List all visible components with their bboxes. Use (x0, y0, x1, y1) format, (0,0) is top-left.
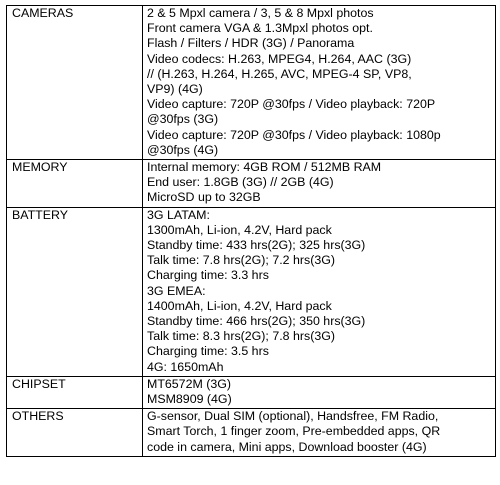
value-line: Video capture: 720P @30fps / Video playback: 720P (147, 97, 436, 112)
row-label-memory: MEMORY (7, 160, 143, 208)
value-line: G-sensor, Dual SIM (optional), Handsfree, FM Radio, (147, 409, 439, 424)
value-line: Standby time: 433 hrs(2G); 325 hrs(3G) (147, 238, 366, 253)
value-line: // (H.263, H.264, H.265, AVC, MPEG-4 SP, VP8, (147, 66, 412, 81)
table-row-chipset (7, 376, 496, 408)
value-line: 1300mAh, Li-ion, 4.2V, Hard pack (147, 222, 332, 237)
value-line: 3G EMEA: (147, 283, 206, 298)
row-value-chipset (143, 376, 496, 408)
value-line: Video codecs: H.263, MPEG4, H.264, AAC (3G) (147, 51, 412, 66)
value-line: Talk time: 8.3 hrs(2G); 7.8 hrs(3G) (147, 329, 335, 344)
value-line: @30fps (4G) (147, 142, 219, 157)
value-line: Smart Torch, 1 finger zoom, Pre-embedded apps, QR (147, 424, 441, 439)
spec-table (6, 5, 496, 457)
table-row-memory (7, 160, 496, 208)
value-line: End user: 1.8GB (3G) // 2GB (4G) (147, 175, 334, 190)
row-value-battery (143, 207, 496, 376)
value-line: VP9) (4G) (147, 82, 203, 97)
table-row-cameras (7, 6, 496, 160)
table-row-battery (7, 207, 496, 376)
value-line: MT6572M (3G) (147, 376, 231, 391)
value-line: 3G LATAM: (147, 207, 210, 222)
value-line: 2 & 5 Mpxl camera / 3, 5 & 8 Mpxl photos (147, 6, 374, 20)
row-label-cameras: CAMERAS (7, 6, 143, 160)
value-line: 1400mAh, Li-ion, 4.2V, Hard pack (147, 298, 332, 313)
value-line: code in camera, Mini apps, Download booster (4G) (147, 439, 427, 454)
value-line: MicroSD up to 32GB (147, 190, 261, 205)
value-line: Flash / Filters / HDR (3G) / Panorama (147, 36, 355, 51)
row-label-others: OTHERS (7, 409, 143, 457)
value-line: Charging time: 3.5 hrs (147, 344, 269, 359)
row-value-cameras (143, 6, 496, 160)
value-line: Video capture: 720P @30fps / Video playback: 1080p (147, 127, 441, 142)
row-label-battery: BATTERY (7, 207, 143, 376)
value-line: Front camera VGA & 1.3Mpxl photos opt. (147, 21, 373, 36)
value-line: Talk time: 7.8 hrs(2G); 7.2 hrs(3G) (147, 253, 335, 268)
row-label-chipset: CHIPSET (7, 376, 143, 408)
value-line: Internal memory: 4GB ROM / 512MB RAM (147, 160, 382, 175)
value-line: MSM8909 (4G) (147, 392, 232, 407)
row-value-others (143, 409, 496, 457)
value-line: Standby time: 466 hrs(2G); 350 hrs(3G) (147, 314, 366, 329)
value-line: Charging time: 3.3 hrs (147, 268, 269, 283)
table-row-others (7, 409, 496, 457)
value-line: @30fps (3G) (147, 112, 219, 127)
value-line: 4G: 1650mAh (147, 359, 224, 374)
row-value-memory (143, 160, 496, 208)
